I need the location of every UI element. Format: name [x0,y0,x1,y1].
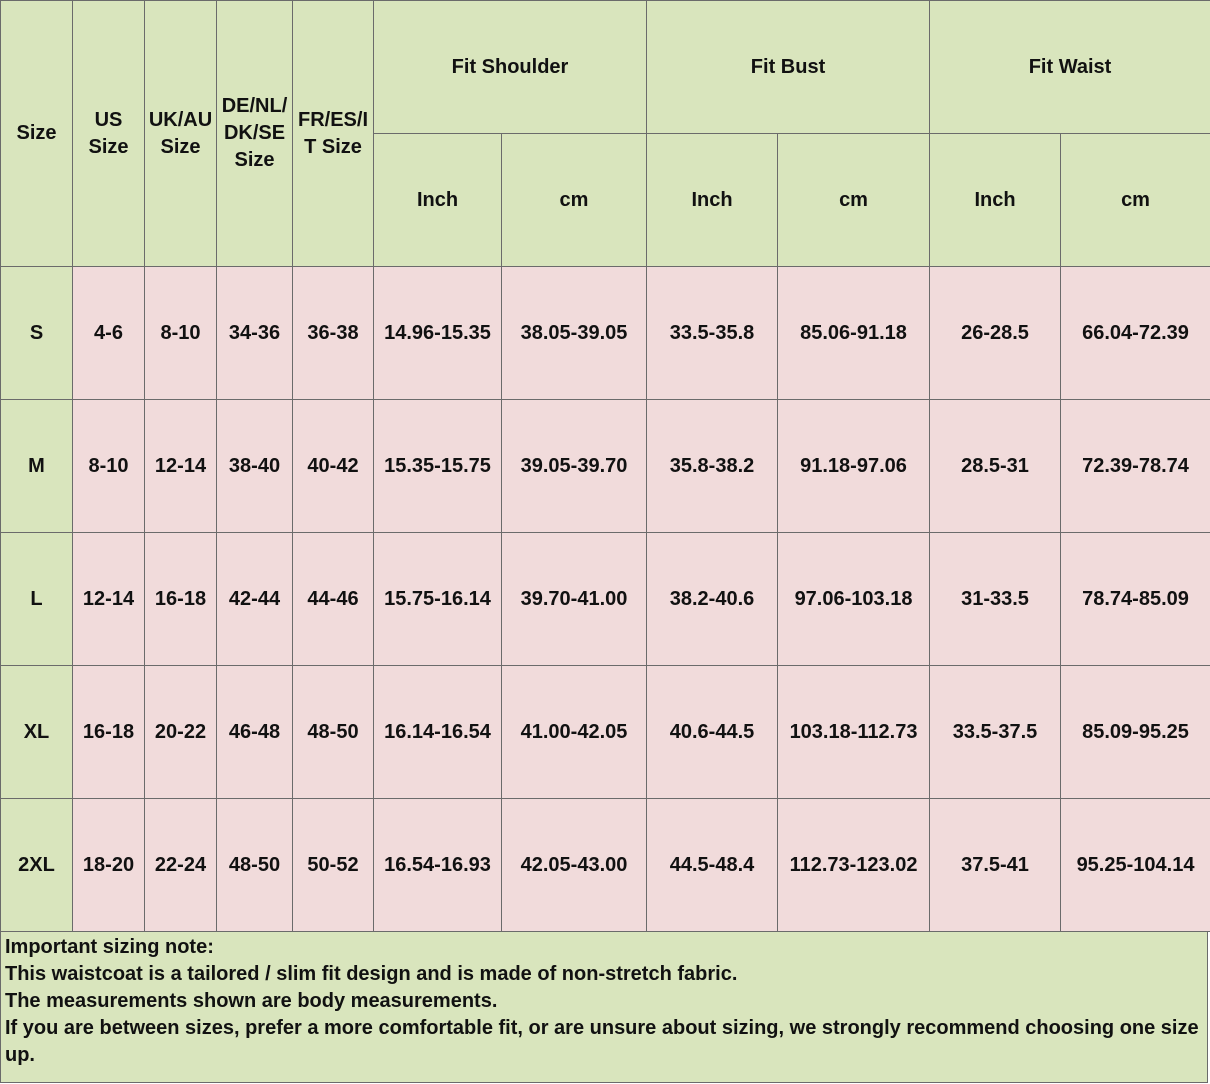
bust-inch: 33.5-35.8 [647,267,778,400]
size-label: S [1,267,73,400]
us-size: 16-18 [73,666,145,799]
uk-size: 12-14 [145,400,217,533]
bust-cm: 97.06-103.18 [778,533,930,666]
header-de-size: DE/NL/DK/SE Size [217,1,293,267]
uk-size: 22-24 [145,799,217,932]
shoulder-cm: 38.05-39.05 [502,267,647,400]
de-size: 42-44 [217,533,293,666]
size-label: M [1,400,73,533]
waist-cm: 78.74-85.09 [1061,533,1210,666]
waist-inch: 37.5-41 [930,799,1061,932]
waist-inch: 31-33.5 [930,533,1061,666]
unit-shoulder-cm: cm [502,134,647,267]
de-size: 34-36 [217,267,293,400]
unit-shoulder-inch: Inch [374,134,502,267]
table-row [1,267,1210,400]
fr-size: 50-52 [293,799,374,932]
uk-size: 20-22 [145,666,217,799]
header-fr-size: FR/ES/IT Size [293,1,374,267]
header-uk-size: UK/AU Size [145,1,217,267]
bust-inch: 35.8-38.2 [647,400,778,533]
shoulder-inch: 15.75-16.14 [374,533,502,666]
shoulder-inch: 15.35-15.75 [374,400,502,533]
size-label: L [1,533,73,666]
table-row [1,533,1210,666]
uk-size: 8-10 [145,267,217,400]
header-fit-bust: Fit Bust [647,1,930,134]
bust-inch: 40.6-44.5 [647,666,778,799]
waist-inch: 26-28.5 [930,267,1061,400]
uk-size: 16-18 [145,533,217,666]
header-us-size: US Size [73,1,145,267]
us-size: 12-14 [73,533,145,666]
note-line: The measurements shown are body measurements. [5,990,498,1012]
unit-bust-inch: Inch [647,134,778,267]
unit-bust-cm: cm [778,134,930,267]
table-row [1,666,1210,799]
header-size: Size [1,1,73,267]
us-size: 18-20 [73,799,145,932]
note-line: If you are between sizes, prefer a more comfortable fit, or are unsure about sizing, we strongly recommend choosing one size up. [5,1017,1199,1066]
de-size: 46-48 [217,666,293,799]
bust-cm: 85.06-91.18 [778,267,930,400]
fr-size: 40-42 [293,400,374,533]
bust-cm: 91.18-97.06 [778,400,930,533]
waist-inch: 28.5-31 [930,400,1061,533]
fr-size: 44-46 [293,533,374,666]
unit-waist-cm: cm [1061,134,1210,267]
bust-cm: 103.18-112.73 [778,666,930,799]
note-title: Important sizing note: [5,936,214,958]
de-size: 38-40 [217,400,293,533]
bust-inch: 38.2-40.6 [647,533,778,666]
header-row [1,1,1210,134]
fr-size: 36-38 [293,267,374,400]
table-row [1,400,1210,533]
sizing-note [0,932,1208,1083]
waist-cm: 95.25-104.14 [1061,799,1210,932]
shoulder-inch: 14.96-15.35 [374,267,502,400]
us-size: 4-6 [73,267,145,400]
size-label: 2XL [1,799,73,932]
shoulder-inch: 16.14-16.54 [374,666,502,799]
shoulder-cm: 39.05-39.70 [502,400,647,533]
shoulder-inch: 16.54-16.93 [374,799,502,932]
shoulder-cm: 39.70-41.00 [502,533,647,666]
size-label: XL [1,666,73,799]
header-fit-shoulder: Fit Shoulder [374,1,647,134]
de-size: 48-50 [217,799,293,932]
fr-size: 48-50 [293,666,374,799]
waist-inch: 33.5-37.5 [930,666,1061,799]
bust-cm: 112.73-123.02 [778,799,930,932]
waist-cm: 85.09-95.25 [1061,666,1210,799]
shoulder-cm: 42.05-43.00 [502,799,647,932]
waist-cm: 66.04-72.39 [1061,267,1210,400]
bust-inch: 44.5-48.4 [647,799,778,932]
table-row [1,799,1210,932]
shoulder-cm: 41.00-42.05 [502,666,647,799]
us-size: 8-10 [73,400,145,533]
unit-waist-inch: Inch [930,134,1061,267]
waist-cm: 72.39-78.74 [1061,400,1210,533]
note-line: This waistcoat is a tailored / slim fit design and is made of non-stretch fabric. [5,963,738,985]
header-fit-waist: Fit Waist [930,1,1210,134]
